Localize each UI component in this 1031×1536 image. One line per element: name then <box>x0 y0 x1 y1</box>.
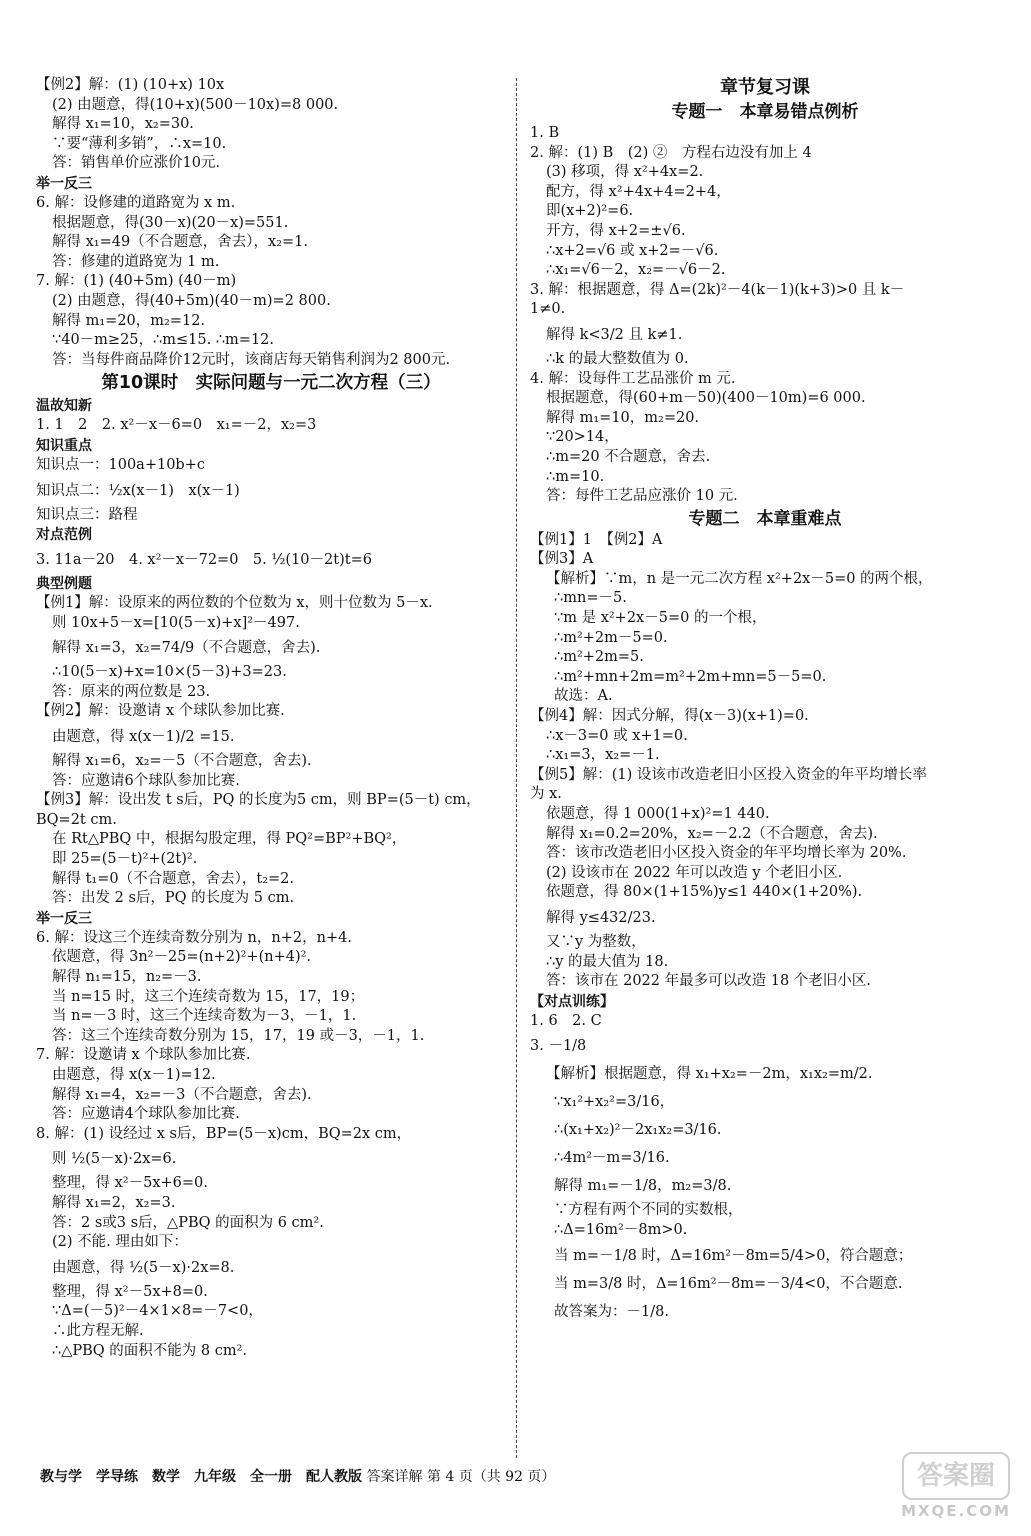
text-line: 答：修建的道路宽为 1 m. <box>52 253 220 270</box>
text-line: 解得 t₁=0（不合题意，舍去），t₂=2. <box>52 870 294 887</box>
text-line: ∴k 的最大整数值为 0. <box>546 350 689 367</box>
text-line: ∴10(5－x)+x=10×(5－3)+3=23. <box>52 664 287 681</box>
text-line: 解得 m₁=－1/8，m₂=3/8. <box>554 1178 732 1195</box>
text-line: 根据题意，得(30－x)(20－x)=551. <box>52 214 289 231</box>
text-line: 【例3】解：设出发 t s后，PQ 的长度为5 cm，则 BP=(5－t) cm， <box>36 792 481 809</box>
text-line: ∵20>14， <box>546 429 619 446</box>
text-line: 由题意，得 x(x－1)=12. <box>52 1066 216 1083</box>
text-line: ∴x₁=√6－2，x₂=－√6－2. <box>546 262 726 279</box>
section-heading: 举一反三 <box>36 910 92 927</box>
text-line: 答：每件工艺品应涨价 10 元. <box>546 488 738 505</box>
section-heading: 【对点训练】 <box>530 993 614 1010</box>
watermark-logo <box>896 1452 1016 1522</box>
text-line: 解得 x₁=3，x₂=74/9（不合题意，舍去). <box>52 640 321 657</box>
text-line: 答：销售单价应涨价10元. <box>52 155 221 172</box>
text-line: 3. 解：根据题意，得 Δ=(2k)²－4(k－1)(k+3)>0 且 k－ <box>530 281 905 298</box>
text-line: 知识点一：100a+10b+c <box>36 456 205 473</box>
text-line: 1. B <box>530 125 560 141</box>
text-line: 【解析】∵m，n 是一元二次方程 x²+2x－5=0 的两个根， <box>546 570 933 587</box>
text-line: (2) 不能. 理由如下： <box>52 1234 188 1251</box>
footer-book-title: 教与学 学导练 数学 九年级 全一册 配人教版 <box>40 1469 362 1485</box>
text-line: ∴m²+2m－5=0. <box>554 629 668 646</box>
section-heading: 举一反三 <box>36 175 92 192</box>
text-line: 解得 x₁=49（不合题意，舍去），x₂=1. <box>52 234 308 251</box>
left-column <box>36 76 506 1361</box>
text-line: ∴m=10. <box>546 468 605 485</box>
text-line: 解得 x₁=0.2=20%，x₂=－2.2（不合题意，舍去). <box>546 825 878 842</box>
text-line: 答：当每件商品降价12元时，该商店每天销售利润为2 800元. <box>52 351 451 368</box>
text-line: ∴m²+2m=5. <box>554 649 644 666</box>
text-line: 当 m=－1/8 时，Δ=16m²－8m=5/4>0，符合题意； <box>554 1247 913 1264</box>
text-line: 当 n=－3 时，这三个连续奇数为－3，－1，1. <box>52 1008 357 1025</box>
footer-label: 答案详解 <box>366 1469 423 1485</box>
text-line: 当 m=3/8 时，Δ=16m²－8m=－3/4<0，不合题意. <box>554 1275 903 1292</box>
text-line: 【例5】解：(1) 设该市改造老旧小区投入资金的年平均增长率 <box>530 766 927 783</box>
text-line: ∴y 的最大值为 18. <box>546 953 669 970</box>
text-line: 1. 6 2. C <box>530 1012 602 1029</box>
section-heading: 典型例题 <box>36 576 92 593</box>
text-line: 【例4】解：因式分解，得(x－3)(x+1)=0. <box>530 708 809 725</box>
text-line: 3. 11a－20 4. x²－x－72=0 5. ½(10－2t)t=6 <box>36 552 372 569</box>
chapter-heading: 章节复习课 <box>720 77 810 98</box>
text-line: 【例2】解：设邀请 x 个球队参加比赛. <box>36 703 285 720</box>
right-column <box>530 76 1000 1327</box>
text-line: (2) 由题意，得(10+x)(500－10x)=8 000. <box>52 96 339 113</box>
text-line: 整理，得 x²－5x+8=0. <box>52 1283 208 1300</box>
text-line: 答：应邀请6个球队参加比赛. <box>52 772 240 789</box>
text-line: ∵要“薄利多销”，∴x=10. <box>52 135 227 152</box>
text-line: 则 ½(5－x)·2x=6. <box>52 1151 177 1168</box>
text-line: 知识点三：路程 <box>36 506 138 523</box>
text-line: 答：2 s或3 s后，△PBQ 的面积为 6 cm². <box>52 1214 324 1231</box>
text-line: 1. 1 2 2. x²－x－6=0 x₁=－2，x₂=3 <box>36 417 317 434</box>
text-line: 解得 m₁=20，m₂=12. <box>52 312 206 329</box>
watermark-logo-text: 答案圈 <box>902 1452 1010 1500</box>
text-line: 根据题意，得(60+m－50)(400－10m)=6 000. <box>546 390 866 407</box>
text-line: ∵方程有两个不同的实数根， <box>554 1202 743 1219</box>
text-line: ∴Δ=16m²－8m>0. <box>554 1221 688 1238</box>
text-line: 依题意，得 80×(1+15%)y≤1 440×(1+20%). <box>546 884 863 901</box>
text-line: ∵40－m≥25，∴m≤15. ∴m=12. <box>52 332 275 349</box>
text-line: 答：应邀请4个球队参加比赛. <box>52 1106 240 1123</box>
column-divider <box>516 78 517 1458</box>
chapter-heading: 专题一 本章易错点例析 <box>671 102 859 122</box>
text-line: 答：该市在 2022 年最多可以改造 18 个老旧小区. <box>546 973 871 990</box>
text-line: 解得 x₁=2，x₂=3. <box>52 1194 176 1211</box>
text-line: (2) 由题意，得(40+5m)(40－m)=2 800. <box>52 292 331 309</box>
text-line: 答：出发 2 s后，PQ 的长度为 5 cm. <box>52 890 295 907</box>
text-line: 依题意，得 1 000(1+x)²=1 440. <box>546 806 770 822</box>
page-footer <box>40 1466 900 1486</box>
text-line: 7. 解：设邀请 x 个球队参加比赛. <box>36 1047 251 1064</box>
text-line: 【例3】A <box>530 551 594 568</box>
text-line: (2) 设该市在 2022 年可以改造 y 个老旧小区. <box>546 864 843 881</box>
text-line: 即(x+2)²=6. <box>546 203 634 220</box>
text-line: 故答案为：－1/8. <box>554 1303 669 1320</box>
text-line: ∵m 是 x²+2x－5=0 的一个根， <box>554 610 767 627</box>
text-line: 整理，得 x²－5x+6=0. <box>52 1175 208 1192</box>
text-line: (3) 移项，得 x²+4x=2. <box>546 164 704 181</box>
text-line: 解得 x₁=10，x₂=30. <box>52 116 194 133</box>
text-line: 7. 解：(1) (40+5m) (40－m) <box>36 273 237 290</box>
text-line: ∴(x₁+x₂)²－2x₁x₂=3/16. <box>554 1122 722 1139</box>
text-line: ∴△PBQ 的面积不能为 8 cm². <box>52 1342 248 1359</box>
text-line: 解得 k<3/2 且 k≠1. <box>546 326 683 343</box>
text-line: 4. 解：设每件工艺品涨价 m 元. <box>530 370 736 387</box>
text-line: ∴4m²－m=3/16. <box>554 1150 670 1167</box>
text-line: 又∵y 为整数， <box>546 933 646 950</box>
text-line: 【例1】解：设原来的两位数的个位数为 x，则十位数为 5－x. <box>36 595 433 612</box>
text-line: 配方，得 x²+4x+4=2+4， <box>546 183 731 200</box>
text-line: ∴x+2=√6 或 x+2=－√6. <box>546 242 719 259</box>
text-line: 开方，得 x+2=±√6. <box>546 222 686 239</box>
chapter-heading: 专题二 本章重难点 <box>688 508 842 529</box>
text-line: 由题意，得 ½(5－x)·2x=8. <box>52 1259 235 1276</box>
text-line: 6. 解：设这三个连续奇数分别为 n，n+2，n+4. <box>36 929 352 946</box>
text-line: 则 10x+5－x=[10(5－x)+x]²－497. <box>52 614 300 631</box>
text-line: 故选：A. <box>554 688 613 705</box>
text-line: 即 25=(5－t)²+(2t)². <box>52 851 198 868</box>
text-line: 1≠0. <box>530 301 566 318</box>
text-line: 【例2】解：(1) (10+x) 10x <box>36 77 225 93</box>
text-line: 8. 解：(1) 设经过 x s后，BP=(5－x)cm，BQ=2x cm， <box>36 1125 412 1142</box>
section-heading: 温故知新 <box>36 398 92 415</box>
text-line: ∴m=20 不合题意，舍去. <box>546 448 711 465</box>
text-line: 解得 x₁=6，x₂=－5（不合题意，舍去). <box>52 753 312 770</box>
text-line: 答：这三个连续奇数分别为 15，17，19 或－3，－1，1. <box>52 1027 425 1044</box>
text-line: 【例1】1 【例2】A <box>530 531 663 548</box>
text-line: 解得 m₁=10，m₂=20. <box>546 409 700 426</box>
text-line: ∴m²+mn+2m=m²+2m+mn=5－5=0. <box>554 668 827 685</box>
text-line: ∵Δ=(－5)²－4×1×8=－7<0， <box>52 1303 263 1320</box>
text-line: 答：原来的两位数是 23. <box>52 683 211 700</box>
text-line: 由题意，得 x(x－1)/2 =15. <box>52 729 235 746</box>
text-line: 为 x. <box>530 786 562 803</box>
text-line: ∴x－3=0 或 x+1=0. <box>546 727 688 744</box>
text-line: 依题意，得 3n²－25=(n+2)²+(n+4)². <box>52 949 312 966</box>
text-line: 在 Rt△PBQ 中，根据勾股定理，得 PQ²=BP²+BQ²， <box>52 831 407 848</box>
section-heading: 知识重点 <box>36 437 92 454</box>
text-line: ∴x₁=3，x₂=－1. <box>546 747 660 764</box>
watermark-site: MXQE.COM <box>901 1502 1011 1520</box>
text-line: 解得 x₁=4，x₂=－3（不合题意，舍去). <box>52 1086 312 1103</box>
text-line: 当 n=15 时，这三个连续奇数为 15，17，19； <box>52 988 365 1005</box>
text-line: 解得 y≤432/23. <box>546 909 656 926</box>
text-line: ∴此方程无解. <box>52 1322 144 1339</box>
text-line: 6. 解：设修建的道路宽为 x m. <box>36 194 236 211</box>
text-line: ∴mn=－5. <box>554 590 627 607</box>
text-line: BQ=2t cm. <box>36 811 117 828</box>
text-line: ∵x₁²+x₂²=3/16， <box>554 1094 675 1111</box>
text-line: 2. 解：(1) B (2) ② 方程右边没有加上 4 <box>530 144 812 161</box>
text-line: 3. －1/8 <box>530 1038 587 1055</box>
text-line: 答：该市改造老旧小区投入资金的年平均增长率为 20%. <box>546 845 907 862</box>
section-heading: 对点范例 <box>36 527 92 544</box>
footer-page-number: 第 4 页（共 92 页） <box>426 1469 556 1485</box>
text-line: 解得 n₁=15，n₂=－3. <box>52 969 202 985</box>
text-line: 【解析】根据题意，得 x₁+x₂=－2m，x₁x₂=m/2. <box>546 1066 873 1083</box>
chapter-heading: 第10课时 实际问题与一元二次方程（三） <box>101 373 441 394</box>
text-line: 知识点二：½x(x－1) x(x－1) <box>36 482 240 499</box>
